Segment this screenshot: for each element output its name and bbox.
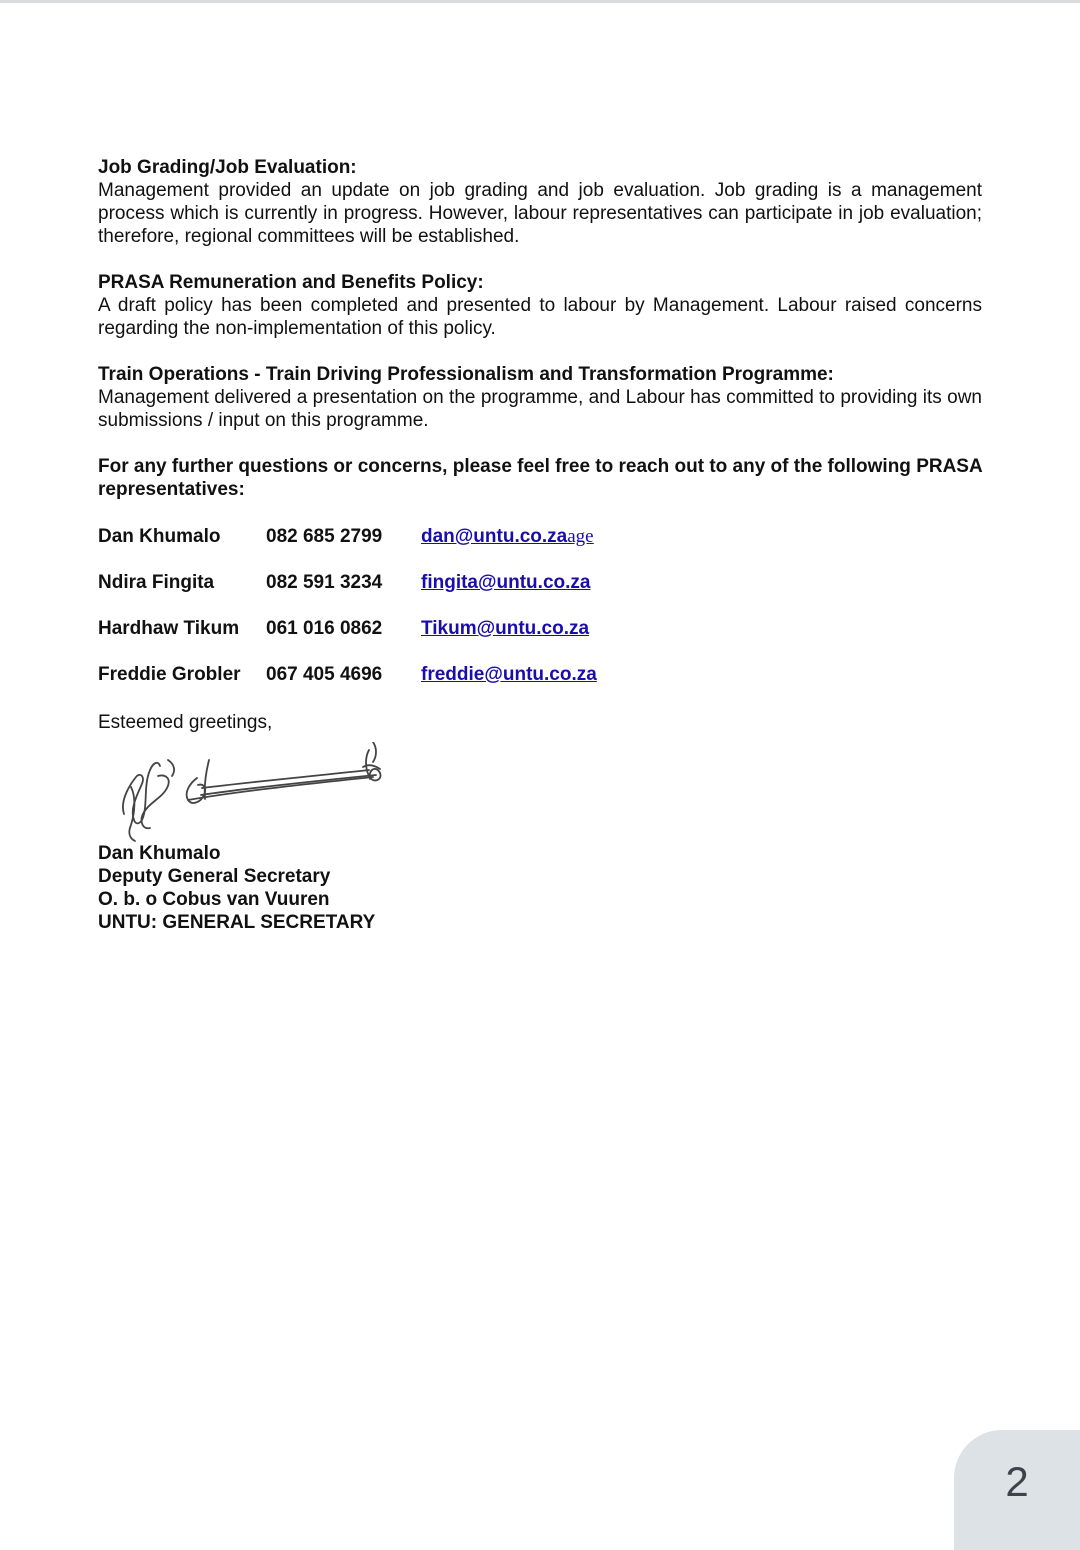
contact-email-link[interactable]: Tikum@untu.co.za bbox=[421, 618, 590, 639]
section-job-grading bbox=[98, 156, 982, 248]
contact-phone: 061 016 0862 bbox=[266, 618, 383, 639]
contact-name: Dan Khumalo bbox=[98, 526, 221, 547]
section-train-operations bbox=[98, 363, 982, 432]
document-page bbox=[98, 156, 982, 934]
closing-greeting: Esteemed greetings, bbox=[98, 712, 273, 733]
section-title: Train Operations - Train Driving Professionalism and Transformation Programme: bbox=[98, 364, 834, 385]
contact-email-extra: age bbox=[567, 526, 594, 547]
contact-name: Hardhaw Tikum bbox=[98, 618, 240, 639]
signoff-organization: UNTU: GENERAL SECRETARY bbox=[98, 912, 376, 933]
section-remuneration-policy bbox=[98, 271, 982, 340]
handwritten-signature-icon bbox=[106, 742, 396, 842]
top-divider bbox=[0, 0, 1080, 3]
signoff-on-behalf-of: O. b. o Cobus van Vuuren bbox=[98, 889, 330, 910]
section-body: Management delivered a presentation on the programme, and Labour has committed to providing its own submissions / input on this programme. bbox=[98, 387, 982, 431]
page-number: 2 bbox=[1005, 1458, 1029, 1505]
signoff-block bbox=[98, 842, 982, 934]
contact-name: Ndira Fingita bbox=[98, 572, 215, 593]
signoff-name: Dan Khumalo bbox=[98, 843, 221, 864]
section-body: Management provided an update on job grading and job evaluation. Job grading is a management process which is currently in progress. However, labour representatives can participate in job evaluation; therefore, regional committees will be established. bbox=[98, 180, 982, 247]
contact-phone: 082 591 3234 bbox=[266, 572, 383, 593]
contact-row bbox=[98, 525, 982, 571]
contact-row bbox=[98, 571, 982, 617]
contact-email-link[interactable]: freddie@untu.co.za bbox=[421, 664, 597, 685]
contact-row bbox=[98, 663, 982, 709]
contact-row bbox=[98, 617, 982, 663]
contact-email-link[interactable]: fingita@untu.co.za bbox=[421, 572, 591, 593]
contact-email-link[interactable] bbox=[421, 525, 594, 548]
contact-intro: For any further questions or concerns, please feel free to reach out to any of the following PRASA representatives: bbox=[98, 456, 982, 500]
section-body: A draft policy has been completed and presented to labour by Management. Labour raised concerns regarding the non-implementation of this policy. bbox=[98, 295, 982, 339]
contact-list bbox=[98, 525, 982, 709]
contact-name: Freddie Grobler bbox=[98, 664, 241, 685]
signoff-title: Deputy General Secretary bbox=[98, 866, 331, 887]
contact-phone: 082 685 2799 bbox=[266, 526, 383, 547]
contact-phone: 067 405 4696 bbox=[266, 664, 383, 685]
section-title: PRASA Remuneration and Benefits Policy: bbox=[98, 272, 484, 293]
section-title: Job Grading/Job Evaluation: bbox=[98, 157, 357, 178]
contact-email-text: dan@untu.co.za bbox=[421, 526, 568, 547]
